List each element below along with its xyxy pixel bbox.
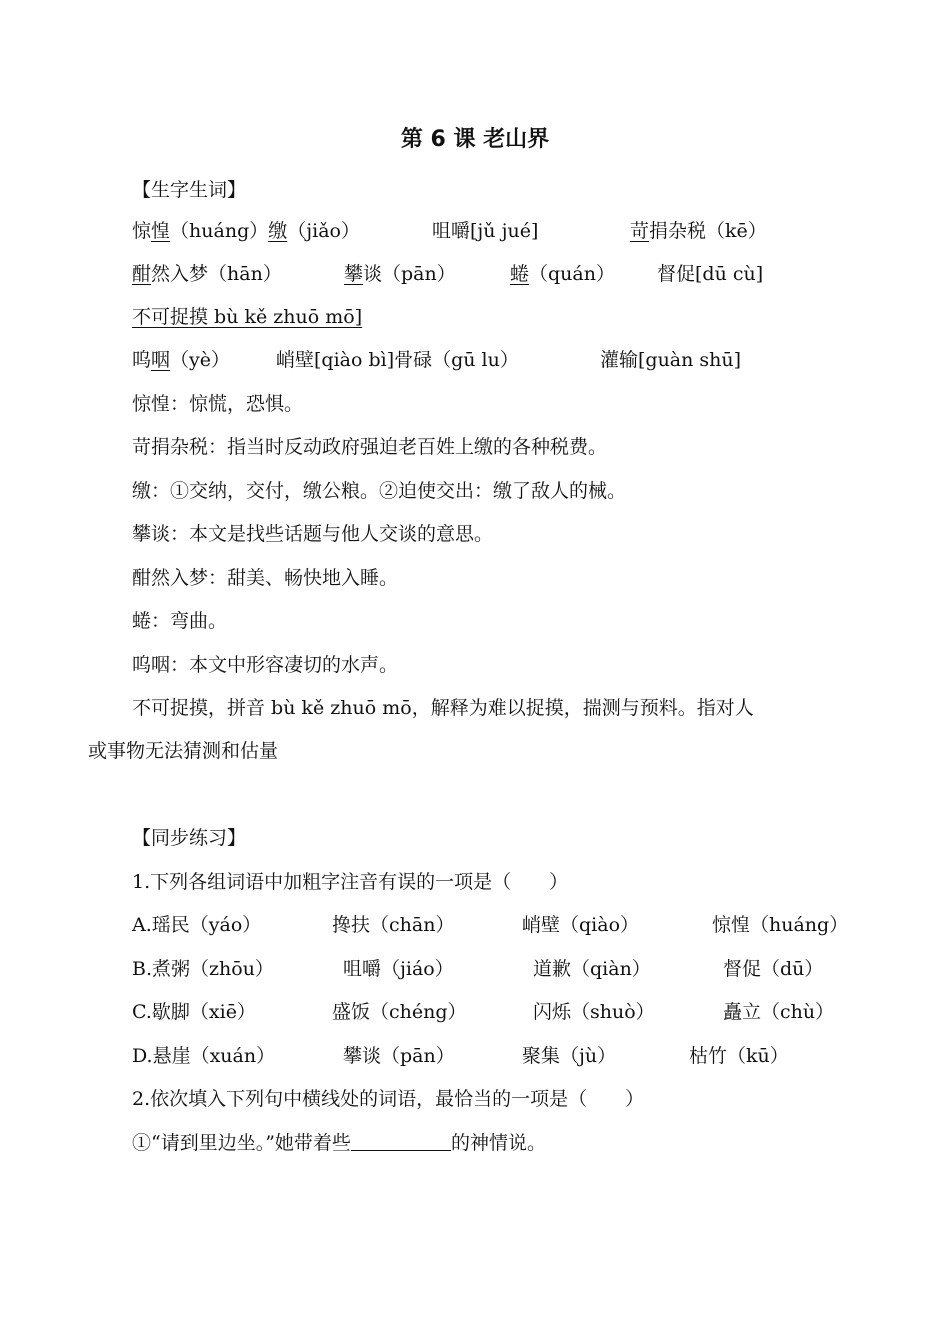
vocab-word: 咀嚼[jǔ jué] bbox=[432, 220, 539, 242]
question-1-stem: 1.下列各组词语中加粗字注音有误的一项是（ ） bbox=[132, 871, 569, 893]
definition: 蜷：弯曲。 bbox=[132, 610, 228, 632]
option-d-item: 攀谈（pān） bbox=[343, 1045, 455, 1067]
option-b-item: B.煮粥（zhōu） bbox=[132, 958, 274, 980]
definition: 惊惶：惊慌，恐惧。 bbox=[132, 393, 304, 415]
note-paragraph-line1: 不可捉摸，拼音 bù kě zhuō mō，解释为难以捉摸，揣测与预料。指对人 bbox=[132, 697, 754, 719]
option-a-item: A.瑶民（yáo） bbox=[132, 914, 262, 936]
vocab-word: 呜咽（yè） bbox=[132, 349, 231, 371]
question-2-sentence-1: ①“请到里边坐。”她带着些 的神情说。 bbox=[132, 1132, 546, 1154]
option-c-item: 矗立（chù） bbox=[723, 1001, 835, 1023]
vocab-word: 督促[dū cù] bbox=[657, 263, 764, 285]
vocab-row-1 bbox=[132, 218, 360, 244]
vocab-row-3: 不可捉摸 bù kě zhuō mō] bbox=[132, 306, 363, 328]
option-a-item: 搀扶（chān） bbox=[332, 914, 455, 936]
option-c-item: 盛饭（chéng） bbox=[332, 1001, 467, 1023]
definition: 攀谈：本文是找些话题与他人交谈的意思。 bbox=[132, 523, 494, 545]
definition: 苛捐杂税：指当时反动政府强迫老百姓上缴的各种税费。 bbox=[132, 436, 608, 458]
definition: 呜咽：本文中形容凄切的水声。 bbox=[132, 654, 399, 676]
fill-blank[interactable] bbox=[351, 1130, 451, 1151]
option-a-item: 惊惶（huáng） bbox=[712, 914, 849, 936]
vocab-word: 酣然入梦（hān） bbox=[132, 263, 282, 285]
vocab-word: 蜷（quán） bbox=[510, 263, 615, 285]
vocab-word-underlined: 缴 bbox=[268, 220, 288, 242]
page-title: 第 6 课 老山界 bbox=[400, 127, 550, 152]
option-b-item: 咀嚼（jiáo） bbox=[343, 958, 454, 980]
option-b-item: 道歉（qiàn） bbox=[533, 958, 651, 980]
question-2-stem: 2.依次填入下列句中横线处的词语，最恰当的一项是（ ） bbox=[132, 1088, 645, 1110]
option-a-item: 峭壁（qiào） bbox=[522, 914, 640, 936]
definition: 缴：①交纳，交付，缴公粮。②迫使交出：缴了敌人的械。 bbox=[132, 480, 627, 502]
option-c-item: C.歇脚（xiē） bbox=[132, 1001, 256, 1023]
vocab-word-underlined: 苛 bbox=[630, 220, 650, 242]
practice-header: 【同步练习】 bbox=[132, 827, 247, 849]
vocab-word-underlined: 惶 bbox=[151, 220, 171, 242]
definition: 酣然入梦：甜美、畅快地入睡。 bbox=[132, 567, 399, 589]
vocab-word: 攀谈（pān） bbox=[344, 263, 456, 285]
vocab-word: 峭壁[qiào bì]骨碌（gū lu） bbox=[276, 349, 519, 371]
vocab-word: 惊 bbox=[132, 220, 152, 242]
vocab-pinyin: （jiǎo） bbox=[287, 220, 360, 242]
option-d-item: 聚集（jù） bbox=[522, 1045, 617, 1067]
vocab-word: 灌输[guàn shū] bbox=[600, 349, 742, 371]
option-d-item: 枯竹（kū） bbox=[689, 1045, 789, 1067]
vocab-header: 【生字生词】 bbox=[132, 179, 247, 201]
option-b-item: 督促（dū） bbox=[723, 958, 824, 980]
note-paragraph-line2: 或事物无法猜测和估量 bbox=[88, 740, 279, 762]
option-c-item: 闪烁（shuò） bbox=[533, 1001, 655, 1023]
vocab-word: 苛捐杂税（kē） bbox=[600, 218, 767, 244]
vocab-pinyin: （huáng） bbox=[170, 220, 269, 242]
option-d-item: D.悬崖（xuán） bbox=[132, 1045, 276, 1067]
